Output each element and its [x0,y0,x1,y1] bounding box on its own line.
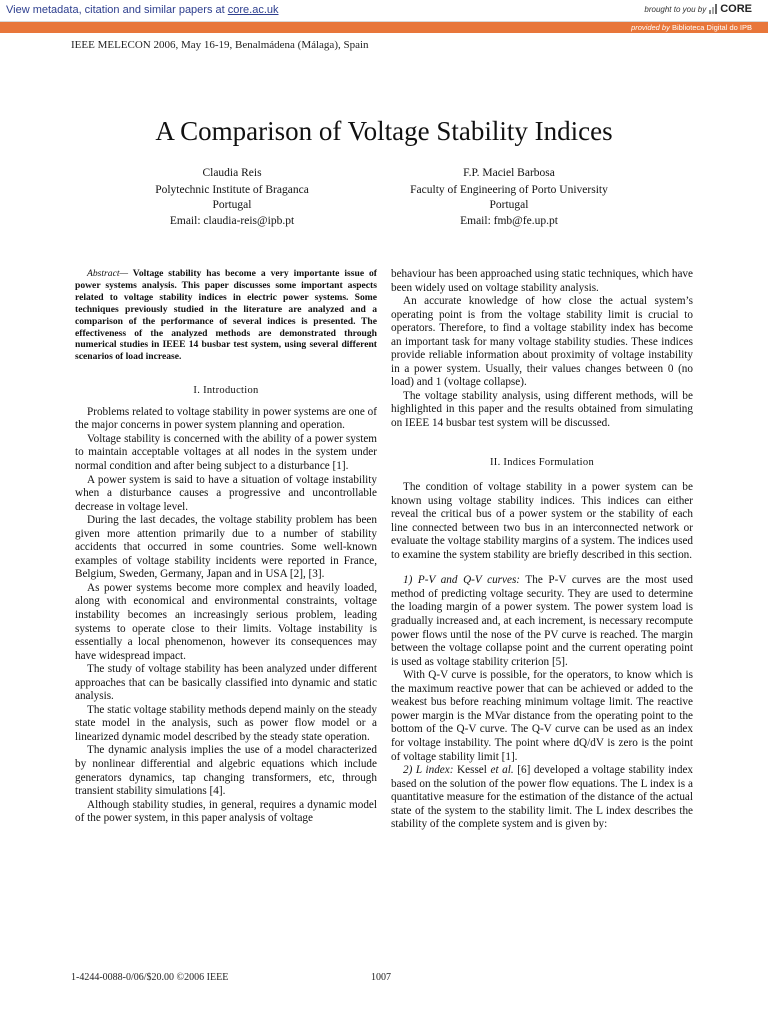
author-block-1 [82,166,382,229]
abstract-text: Voltage stability has become a very importante issue of power systems analysis. This paper discusses some important aspects related to voltage stability indices in electric power systems. Some techniques previously studied in the literature are analyzed and a comparison of the performance of several indices is presented. The effectiveness of the analyzed methods are demonstrated through numerical studies in IEEE 14 busbar test system, using several different scenarios of load increase. [75,268,377,363]
section-heading: I. Introduction [193,385,259,397]
page-number: 1007 [371,972,391,983]
author-affiliation: Polytechnic Institute of Braganca [155,183,309,196]
core-logo-icon [709,4,717,14]
paragraph: The voltage stability analysis, using different methods, will be highlighted in this paper and the results obtained from simulating on IEEE 14 busbar test system will be discussed. [391,389,693,430]
author-block-2 [359,166,659,229]
copyright-footer: 1-4244-0088-0/06/$20.00 ©2006 IEEE [71,972,229,983]
paragraph: Voltage stability is concerned with the ability of a power system to maintain acceptable voltages at all nodes in the system under normal condition and after being subject to a disturbance [1]. [75,432,377,472]
core-logo[interactable]: CORE [720,3,752,15]
pv-curves-paragraph: 1) P-V and Q-V curves: The P-V curves are the most used method of predicting voltage security. They are used to determine the loading margin of a power system. The power system load is gradually increased and, at each increment, is necessary recompute power flows until the nose of the PV curve is reached. The margin between the voltage collapse point and the current operating point is used as voltage stability criterion [5]. [391,574,693,668]
paragraph: With Q-V curve is possible, for the operators, to know which is the maximum reactive power that can be achieved or added to the weakest bus before reaching minimum voltage limit. The reactive power margin is the MVar distance from the operating point to the bottom of the Q-V curve. The Q-V curve can be used as an index for voltage instability. The point where dQ/dV is zero is the point of voltage stability limit [1]. [391,669,693,763]
section-heading: II. Indices Formulation [489,456,594,468]
paragraph: The dynamic analysis implies the use of a model characterized by nonlinear differential and algebric equations which include generators dynamics, tap changing transformers, etc, through transient stability simulations [4]. [75,744,377,798]
paper-title: A Comparison of Voltage Stability Indices [155,116,613,146]
l-index-paragraph: 2) L index: Kessel et al. [6] developed a voltage stability index based on the solution of the power flow equations. The L index is a quantitative measure for the estimation of the distance of the actual state of the system to the stability limit. The L index describes the stability of the complete system and is given by: [391,764,694,831]
paragraph: A power system is said to have a situation of voltage instability when a disturbance causes a progressive and uncontrollable decrease in voltage level. [75,473,377,513]
author-email: Email: claudia-reis@ipb.pt [169,214,295,227]
paragraph: The study of voltage stability has been analyzed under different approaches that can be basically classified into dynamic and static analysis. [75,663,377,703]
left-column [75,268,377,826]
paragraph: Although stability studies, in general, requires a dynamic model of the power system, in this paper analysis of voltage [75,798,377,825]
conference-header: IEEE MELECON 2006, May 16-19, Benalmádena (Málaga), Spain [71,39,369,51]
paragraph: behaviour has been approached using static techniques, which have been widely used on voltage stability analysis. [391,268,693,294]
provider-link[interactable]: Biblioteca Digital do IPB [671,23,752,32]
subsection-label: 2) L index: [403,764,454,777]
core-metadata-text [6,4,279,16]
core-link[interactable]: core.ac.uk [227,4,279,16]
brought-to-you [644,3,752,15]
provided-by-text: provided by Biblioteca Digital do IPB [631,23,752,32]
paragraph: As power systems become more complex and heavily loaded, along with economical and environmental constraints, voltage instability becomes an increasingly serious problem, leading systems to operate close to their limits. Voltage instability is essentially a local phenomenon, however its consequences may have widespread impact. [75,581,377,662]
paragraph: An accurate knowledge of how close the actual system’s operating point is from the voltage stability limit is crucial to operators. Therefore, to find a voltage stability index has become an important task for many voltage stability studies. These indices provide reliable information about proximity of voltage instability in a power system. Usually, their values changes between 0 (no load) and 1 (voltage collapse). [391,295,693,389]
core-banner [0,0,768,22]
paragraph: During the last decades, the voltage stability problem has been given more attention primarily due to a number of stability accidents that occurred in some countries. Some well-known examples of voltage stability incidents were reported in France, Belgium, Sweden, Germany, Japan and in USA [2], [3]. [75,514,377,581]
provided-by-bar [0,22,768,33]
author-name: Claudia Reis [202,167,262,179]
abstract [75,268,377,363]
view-metadata-label: View metadata, citation and similar papers at [6,4,228,16]
right-column [391,268,693,832]
author-country: Portugal [489,199,529,211]
paragraph: Problems related to voltage stability in power systems are one of the major concerns in power system planning and operation. [75,405,377,432]
author-name: F.P. Maciel Barbosa [463,167,555,179]
subsection-label: 1) P-V and Q-V curves: [403,574,521,587]
abstract-label: Abstract— [87,268,129,279]
author-country: Portugal [212,199,252,211]
author-affiliation: Faculty of Engineering of Porto University [410,183,608,196]
brought-label: brought to you by [644,4,707,14]
author-email: Email: fmb@fe.up.pt [460,214,558,227]
paragraph: The condition of voltage stability in a power system can be known using voltage stability indices. This indices can either reveal the critical bus of a power system or the stability of each line connected between two bus in an interconnected network or evaluate the voltage stability margins of a system. The indices used to examine the system stability are briefly described in this section. [391,481,693,561]
paragraph: The static voltage stability methods depend mainly on the steady state model in the analysis, such as power flow model or a linearized dynamic model described by the steady state operation. [75,703,377,743]
